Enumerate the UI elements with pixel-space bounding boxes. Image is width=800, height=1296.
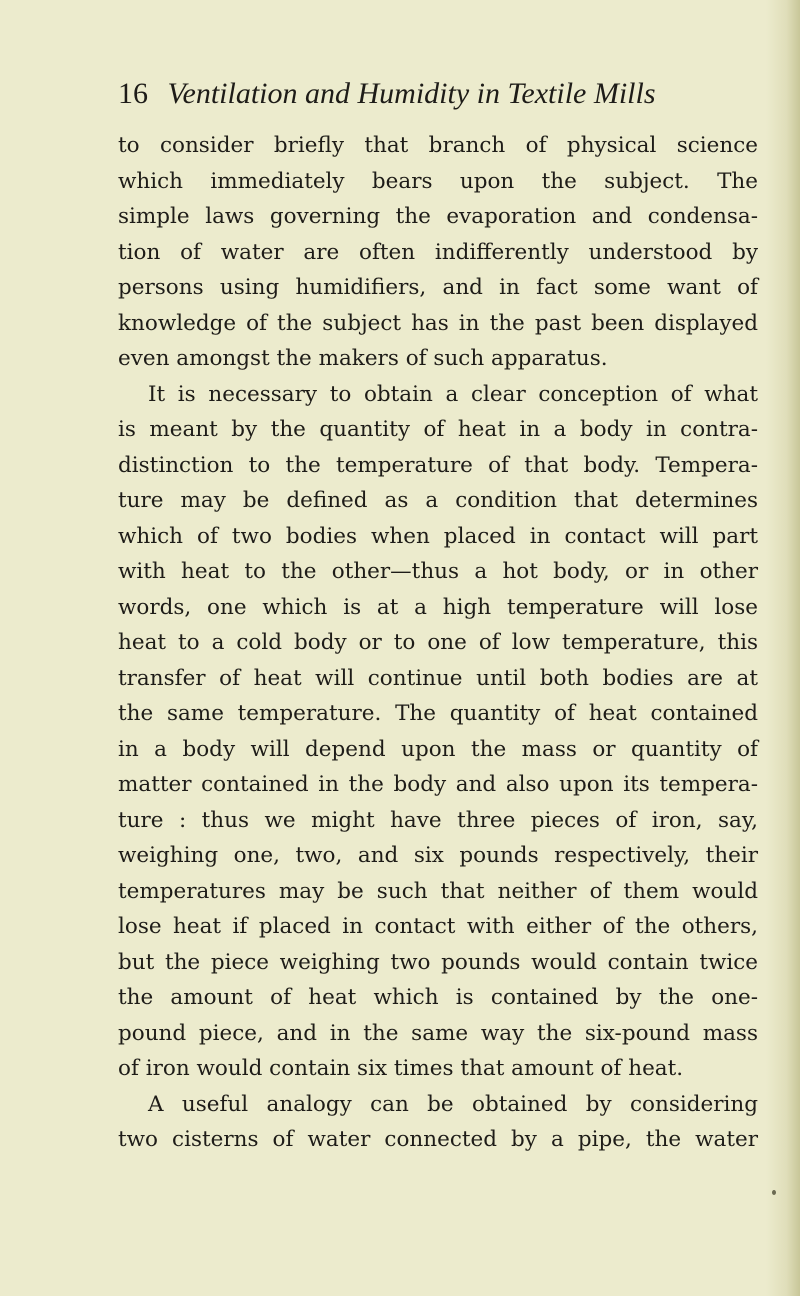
page-number: 16 [118, 77, 148, 110]
text-line: the same temperature. The quantity of heat contained [118, 701, 758, 726]
text-line: knowledge of the subject has in the past been displayed [118, 310, 758, 336]
text-line: transfer of heat will continue until both bodies are at [118, 665, 758, 691]
page-header [118, 74, 698, 114]
text-line: heat to a cold body or to one of low temperature, this [118, 630, 758, 655]
body-text [118, 128, 758, 1158]
text-line: ture : thus we might have three pieces of iron, say, [118, 807, 758, 833]
text-line: temperatures may be such that neither of them would [118, 878, 758, 904]
text-line: of iron would contain six times that amount of heat. [118, 1056, 684, 1081]
text-line: tion of water are often indifferently understood by [118, 239, 758, 265]
running-title: Ventilation and Humidity in Textile Mills [167, 77, 656, 110]
text-line: to consider briefly that branch of physical science [118, 133, 758, 158]
text-line: in a body will depend upon the mass or quantity of [118, 736, 758, 762]
text-line: It is necessary to obtain a clear conception of what [148, 381, 758, 407]
text-line: two cisterns of water connected by a pipe, the water [118, 1127, 758, 1152]
text-line: persons using humidifiers, and in fact some want of [118, 275, 758, 300]
text-line: pound piece, and in the same way the six-pound mass [118, 1020, 758, 1046]
text-line: words, one which is at a high temperature will lose [118, 594, 758, 620]
text-line: the amount of heat which is contained by the one- [118, 985, 758, 1010]
text-line: simple laws governing the evaporation and condensa- [118, 204, 758, 229]
text-line: weighing one, two, and six pounds respectively, their [118, 843, 758, 868]
page-edge-shadow [766, 0, 800, 1296]
paper-speck [772, 1190, 776, 1195]
text-line: but the piece weighing two pounds would contain twice [118, 949, 758, 975]
text-line: is meant by the quantity of heat in a body in contra- [118, 417, 758, 442]
text-line: with heat to the other—thus a hot body, or in other [118, 559, 758, 584]
text-line: even amongst the makers of such apparatus. [118, 346, 608, 371]
text-line: which of two bodies when placed in contact will part [118, 523, 758, 549]
text-line: distinction to the temperature of that body. Tempera- [118, 452, 758, 478]
text-line: matter contained in the body and also upon its tempera- [118, 772, 758, 797]
text-line: which immediately bears upon the subject. The [118, 168, 758, 194]
text-line: A useful analogy can be obtained by considering [148, 1091, 758, 1117]
text-line: lose heat if placed in contact with either of the others, [118, 914, 758, 939]
text-line: ture may be defined as a condition that determines [118, 488, 758, 513]
